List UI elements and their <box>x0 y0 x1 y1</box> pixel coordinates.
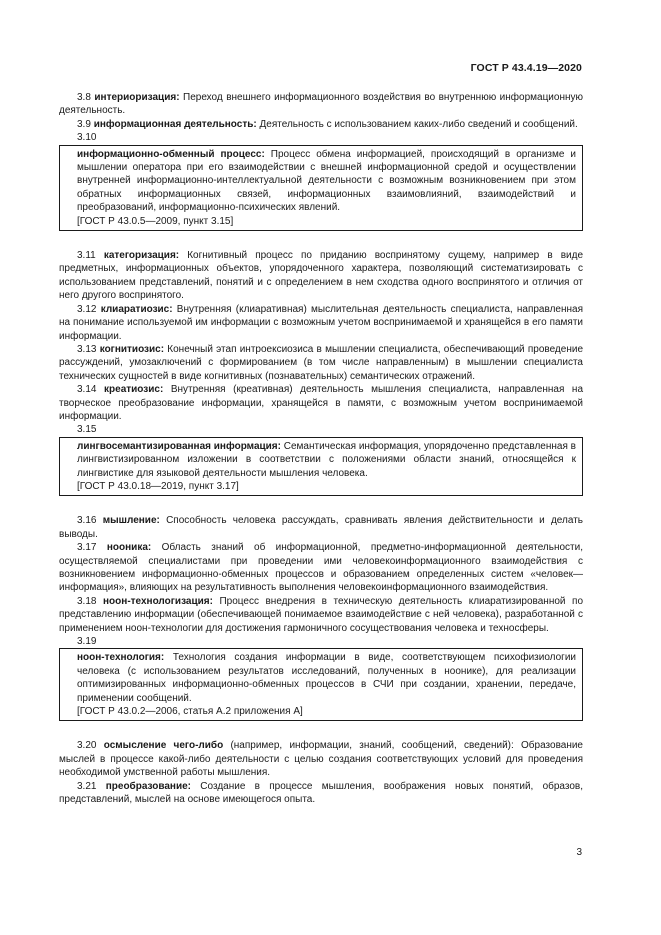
definition-3-15-number: 3.15 <box>77 424 97 436</box>
entry-text: Процесс обмена информацией, происходящий в организме и мышлении оператора при его взаимодействии с внешней информационной средой и осуществлении внутренней информационно-интеллектуальной деятельности с возможным возникновением при этом обратных информационных связей, информационных взаимовлияний, взаимодействий и преобразований, информационно-психических явлений. <box>77 148 576 214</box>
entry-term: клиаратиозис: <box>100 303 173 315</box>
entry-text: Семантическая информация, упорядоченно представленная в лингвистизированном изложении в соответствии с положениями области знаний, относящейся к лингвистике для языковой деятельности мышления человека. <box>77 440 576 479</box>
definition-3-8 <box>59 91 583 118</box>
entry-text: Внутренняя (клиаративная) мыслительная деятельность специалиста, направленная на понимание используемой им информации с возможным учетом воспринимаемой и хранящейся в его памяти информации. <box>59 303 583 342</box>
entry-term: интериоризация: <box>94 92 180 103</box>
definition-3-18 <box>59 595 583 635</box>
entry-text: (например, информации, знаний, сообщений, сведений): Образование мыслей в процессе какой-либо деятельности с целью создания соответствующих условий для проведения необходимой умственной работы мышления. <box>59 740 583 779</box>
entry-number: 3.8 <box>77 92 91 103</box>
quoted-definition-box-3-10 <box>59 145 583 231</box>
entry-text: Конечный этап интроексиозиса в мышлении специалиста, обеспечивающий проведение рассуждений, умозаключений с формированием (в том числе направленным) в мышлении специалиста технических сущностей в виде когнитивных (познавательных) семантических отражений. <box>59 343 584 382</box>
entry-term: когнитиозис: <box>99 343 165 355</box>
definition-3-9 <box>59 118 583 131</box>
entry-text: Создание в процессе мышления, воображения новых понятий, образов, представлений, мыслей на основе имеющегося опыта. <box>59 780 583 806</box>
entry-number: 3.17 <box>77 542 97 554</box>
entry-text: Способность человека рассуждать, сравнивать явления действительности и делать выводы. <box>59 515 583 540</box>
entry-number: 3.21 <box>77 780 97 792</box>
definition-3-14 <box>59 383 583 423</box>
quoted-definition-text <box>77 440 576 480</box>
quoted-definition-text <box>77 148 576 215</box>
entry-text: Область знаний об информационной, предметно-информационной деятельности, осуществляемой специалистами при проведении ими человекоинформационного взаимодействия с возникновением информационно-обменных процессов и образованием определенных систем «человек—информация», влияющих на результативность выполнения человекоинформационного взаимодействия. <box>59 542 584 594</box>
definition-3-11 <box>59 249 583 303</box>
entry-text: Внутренняя (креативная) деятельность мышления специалиста, направленная на творческое преобразование информации, хранящейся в памяти, с возможным учетом воспринимаемой информации. <box>59 384 584 422</box>
entry-term: мышление: <box>102 515 160 527</box>
quoted-definition-box-3-15 <box>59 437 583 497</box>
definition-3-20 <box>59 739 583 779</box>
quoted-definition-box-3-19 <box>59 648 583 721</box>
definition-3-17 <box>59 541 583 595</box>
entry-number: 3.11 <box>77 250 96 262</box>
entry-term: осмысление чего-либо <box>103 740 224 752</box>
entry-text: Когнитивный процесс по приданию воспринятому сущему, например в виде предметных, информационных объектов, упорядоченного характера, позволяющий систематизировать с использованием представлений, понятий и с определением в нем сходства одного воспринятого и отличия от него другого воспринятого. <box>59 250 584 302</box>
entry-term: ноон-технология: <box>77 652 165 664</box>
entry-term: категоризация: <box>103 250 180 262</box>
entry-number: 3.9 <box>77 118 91 130</box>
source-reference: [ГОСТ Р 43.0.2—2006, статья А.2 приложения А] <box>77 706 303 718</box>
source-reference: [ГОСТ Р 43.0.5—2009, пункт 3.15] <box>77 215 234 227</box>
quoted-definition-text <box>77 651 576 705</box>
entry-number: 3.12 <box>77 303 97 315</box>
definition-3-12 <box>59 303 583 343</box>
definition-3-16 <box>59 514 583 541</box>
page-number: 3 <box>576 847 582 858</box>
definition-3-13 <box>59 343 583 383</box>
source-reference: [ГОСТ Р 43.0.18—2019, пункт 3.17] <box>77 480 239 492</box>
entry-text: Процесс внедрения в техническую деятельность клиаратизированной по представлению информации (обеспечивающей понимаемое взаимодействие с ней человека), разработанной с применением ноон-технологии для достижения гармоничного сосуществования человека и техносферы. <box>59 595 584 634</box>
entry-term: ноон-технологизация: <box>103 595 213 607</box>
definition-3-21 <box>59 780 583 807</box>
entry-term: информационно-обменный процесс: <box>77 148 265 160</box>
document-code-header: ГОСТ Р 43.4.19—2020 <box>470 62 582 74</box>
entry-term: информационная деятельность: <box>93 118 257 130</box>
entry-number: 3.20 <box>77 740 97 752</box>
entry-number: 3.18 <box>77 595 97 607</box>
entry-term: креатиозис: <box>104 384 164 396</box>
entry-term: нооника: <box>106 542 152 554</box>
entry-number: 3.13 <box>77 343 97 355</box>
definition-3-19-number: 3.19 <box>77 636 97 648</box>
entry-text: Деятельность с использованием каких-либо сведений и сообщений. <box>256 118 578 130</box>
definitions-section <box>59 91 583 807</box>
entry-text: Переход внешнего информационного воздействия во внутреннюю информационную деятельность. <box>59 92 583 117</box>
entry-number: 3.16 <box>77 515 97 527</box>
entry-term: преобразование: <box>105 780 192 792</box>
entry-term: лингвосемантизированная информация: <box>77 440 281 452</box>
definition-3-10-number: 3.10 <box>77 132 97 144</box>
entry-number: 3.14 <box>77 384 97 396</box>
entry-text: Технология создания информации в виде, соответствующем психофизиологии человека (с использованием результатов исследований, полученных в ноонике), для реализации оптимизированных информационно-обменных процессов в СЧИ при создании, хранении, передаче, применении сообщений. <box>77 652 576 704</box>
